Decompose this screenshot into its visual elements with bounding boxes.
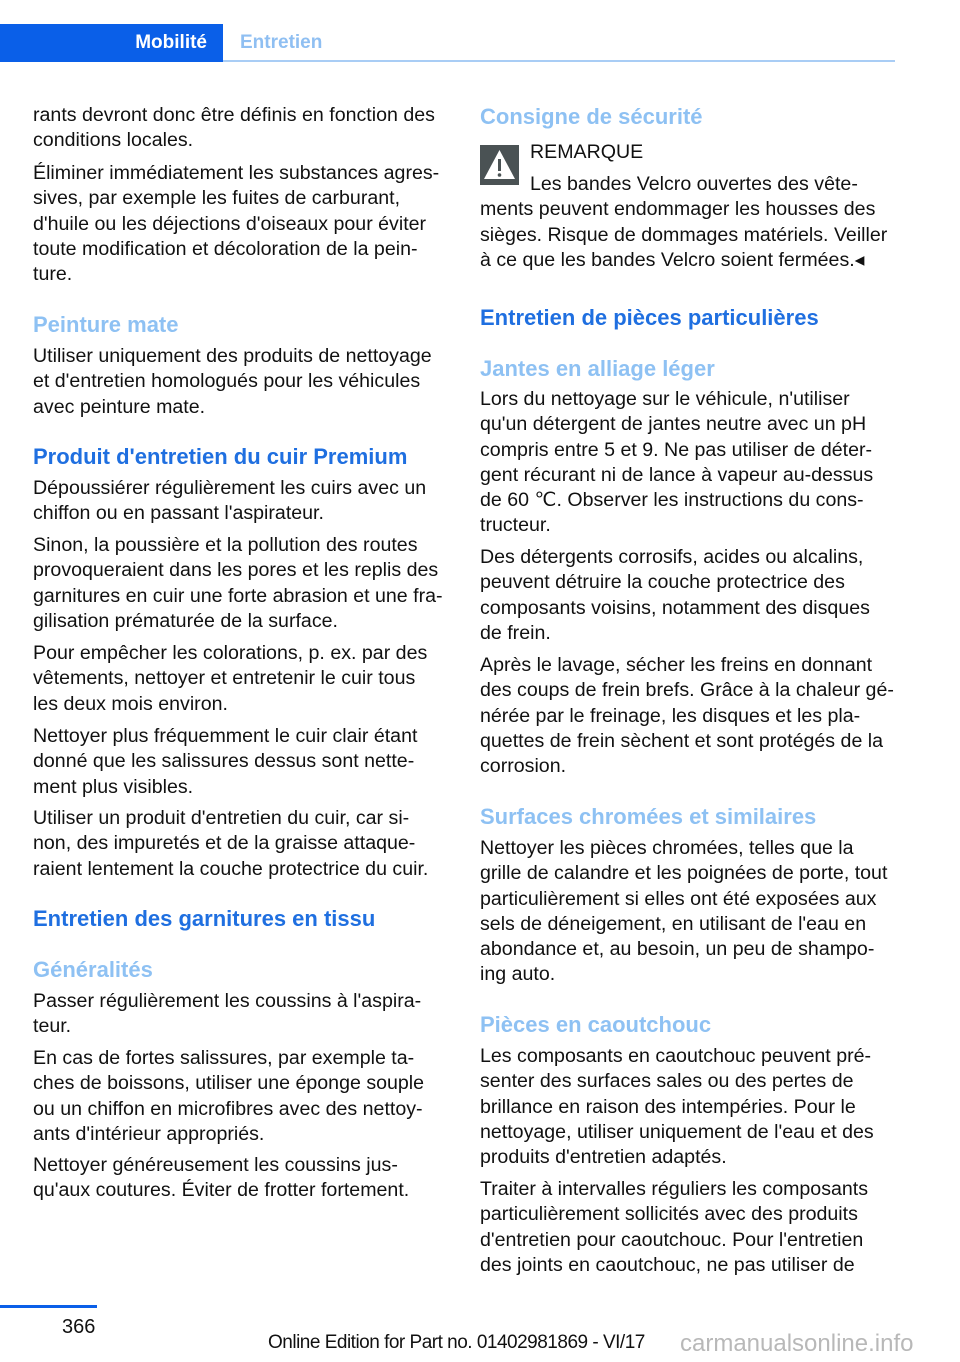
text-line: Des détergents corrosifs, acides ou alcalins, <box>480 546 864 568</box>
text-line: vêtements, nettoyer et entretenir le cuir tous <box>33 667 416 690</box>
paragraph <box>33 533 463 634</box>
watermark: carmanualsonline.info <box>680 1330 914 1357</box>
text-line: Lors du nettoyage sur le véhicule, n'utiliser <box>480 388 850 410</box>
text-line: peuvent détruire la couche protectrice des <box>480 571 845 594</box>
text-line: senter des surfaces sales ou des pertes de <box>480 1070 854 1093</box>
text-line: raient lentement la couche protectrice du cuir. <box>33 857 429 880</box>
paragraph <box>33 806 463 882</box>
text-line: ou un chiffon en microfibres avec des nettoy- <box>33 1097 423 1120</box>
warning-text <box>480 172 910 273</box>
text-line: Utiliser un produit d'entretien du cuir, car si- <box>33 807 410 829</box>
text-line: ches de boissons, utiliser une éponge souple <box>33 1072 425 1095</box>
text-line: des joints en caoutchouc, ne pas utiliser de <box>480 1253 855 1276</box>
text-line: Éliminer immédiatement les substances agres- <box>33 162 440 184</box>
warning-label: REMARQUE <box>530 141 644 163</box>
footer-rule <box>0 1305 97 1308</box>
paragraph <box>33 1153 463 1204</box>
text-line: garnitures en cuir une forte abrasion et une fra- <box>33 584 443 607</box>
subsection-heading: Jantes en alliage léger <box>480 356 715 381</box>
tab-entretien[interactable]: Entretien <box>240 32 323 53</box>
text-line: Passer régulièrement les coussins à l'aspira- <box>33 990 422 1012</box>
text-line: abondance et, au besoin, un peu de shampo- <box>480 938 875 961</box>
section-heading: Entretien des garnitures en tissu <box>33 906 376 931</box>
text-line: Après le lavage, sécher les freins en donnant <box>480 654 873 676</box>
text-line: rants devront donc être définis en fonction des <box>33 104 435 126</box>
header-tabs <box>0 24 895 62</box>
paragraph <box>33 989 463 1040</box>
section-heading: Entretien de pièces particulières <box>480 305 819 330</box>
text-line: Utiliser uniquement des produits de nettoyage <box>33 345 432 367</box>
text-line: nettoyage, utiliser uniquement de l'eau et des <box>480 1120 874 1143</box>
text-line: brillance en raison des intempéries. Pour le <box>480 1095 856 1118</box>
text-line: nérée par le freinage, les disques et les pla- <box>480 704 861 727</box>
subsection-heading: Généralités <box>33 957 153 982</box>
subsection-heading: Surfaces chromées et similaires <box>480 804 817 829</box>
text-line: de frein. <box>480 621 551 644</box>
text-line: Nettoyer les pièces chromées, telles que la <box>480 837 854 859</box>
text-line: compris entre 5 et 9. Ne pas utiliser de déter- <box>480 438 873 461</box>
subsection-heading: Consigne de sécurité <box>480 104 703 129</box>
text-line: Traiter à intervalles réguliers les composants <box>480 1178 869 1200</box>
text-line: avec peinture mate. <box>33 395 206 418</box>
paragraph <box>480 836 910 988</box>
text-line: Pour empêcher les colorations, p. ex. par des <box>33 642 428 664</box>
text-line: des coups de frein brefs. Grâce à la chaleur gé- <box>480 679 894 702</box>
text-line: gilisation prématurée de la surface. <box>33 609 338 632</box>
text-line: chiffon ou en passant l'aspirateur. <box>33 502 324 525</box>
text-line: Dépoussiérer régulièrement les cuirs avec un <box>33 477 427 499</box>
text-line: particulièrement si elles ont été exposées aux <box>480 887 877 910</box>
paragraph <box>33 641 463 717</box>
text-line: ants d'intérieur appropriés. <box>33 1122 265 1145</box>
text-line: qu'un détergent de jantes neutre avec un pH <box>480 413 867 436</box>
text-line: grille de calandre et les poignées de porte, tout <box>480 862 888 885</box>
text-line: Les composants en caoutchouc peuvent pré- <box>480 1045 872 1067</box>
paragraph <box>33 476 463 527</box>
text-line: En cas de fortes salissures, par exemple ta- <box>33 1047 415 1069</box>
text-line: donné que les salissures dessus sont nette- <box>33 750 415 773</box>
text-line: sels de déneigement, en utilisant de l'eau en <box>480 912 867 935</box>
text-line: particulièrement sollicités avec des produits <box>480 1203 858 1226</box>
text-line: sièges. Risque de dommages matériels. Veiller <box>480 223 888 246</box>
paragraph <box>480 1044 910 1170</box>
paragraph <box>33 1046 463 1147</box>
text-line: composants voisins, notamment des disques <box>480 596 870 619</box>
paragraph <box>480 387 910 539</box>
text-line: produits d'entretien adaptés. <box>480 1146 727 1169</box>
text-line: quettes de frein sèchent et sont protégés de la <box>480 729 884 752</box>
text-line: d'huile ou les déjections d'oiseaux pour éviter <box>33 212 427 235</box>
subsection-heading: Peinture mate <box>33 312 179 337</box>
paragraph <box>480 1177 910 1278</box>
text-line: corrosion. <box>480 755 567 778</box>
text-line: Les bandes Velcro ouvertes des vête- <box>530 173 858 195</box>
text-line: provoqueraient dans les pores et les replis des <box>33 559 439 582</box>
paragraph <box>480 653 910 779</box>
text-line: toute modification et décoloration de la pein- <box>33 237 418 260</box>
text-line: gent récurant ni de lance à vapeur au-dessus <box>480 463 874 486</box>
paragraph <box>480 545 910 646</box>
text-line: sives, par exemple les fuites de carburant, <box>33 187 401 210</box>
text-line: Nettoyer généreusement les coussins jus- <box>33 1154 398 1176</box>
text-line: tructeur. <box>480 514 551 537</box>
text-line: Sinon, la poussière et la pollution des routes <box>33 534 418 556</box>
text-line: et d'entretien homologués pour les véhicules <box>33 370 421 393</box>
paragraph <box>33 724 463 800</box>
paragraph <box>33 161 463 287</box>
text-line: d'entretien pour caoutchouc. Pour l'entretien <box>480 1228 864 1251</box>
text-line: ture. <box>33 263 73 286</box>
text-line: à ce que les bandes Velcro soient fermées.◂ <box>480 248 865 271</box>
subsection-heading: Pièces en caoutchouc <box>480 1012 712 1037</box>
text-line: les deux mois environ. <box>33 692 228 715</box>
text-line: de 60 ℃. Observer les instructions du cons- <box>480 489 864 512</box>
section-heading: Produit d'entretien du cuir Premium <box>33 444 408 469</box>
text-line: non, des impuretés et de la graisse attaque- <box>33 832 416 855</box>
tab-mobilite[interactable]: Mobilité <box>0 24 223 62</box>
page-number: 366 <box>62 1316 96 1338</box>
text-line: qu'aux coutures. Éviter de frotter fortement. <box>33 1179 410 1202</box>
text-line: ment plus visibles. <box>33 775 194 798</box>
paragraph <box>33 344 463 420</box>
paragraph <box>33 103 463 154</box>
text-line: teur. <box>33 1015 72 1038</box>
text-line: conditions locales. <box>33 129 194 152</box>
edition-note: Online Edition for Part no. 01402981869 - VI/17 <box>268 1332 645 1353</box>
text-line: ing auto. <box>480 963 556 986</box>
text-line: Nettoyer plus fréquemment le cuir clair étant <box>33 725 418 747</box>
text-line: ments peuvent endommager les housses des <box>480 198 876 221</box>
